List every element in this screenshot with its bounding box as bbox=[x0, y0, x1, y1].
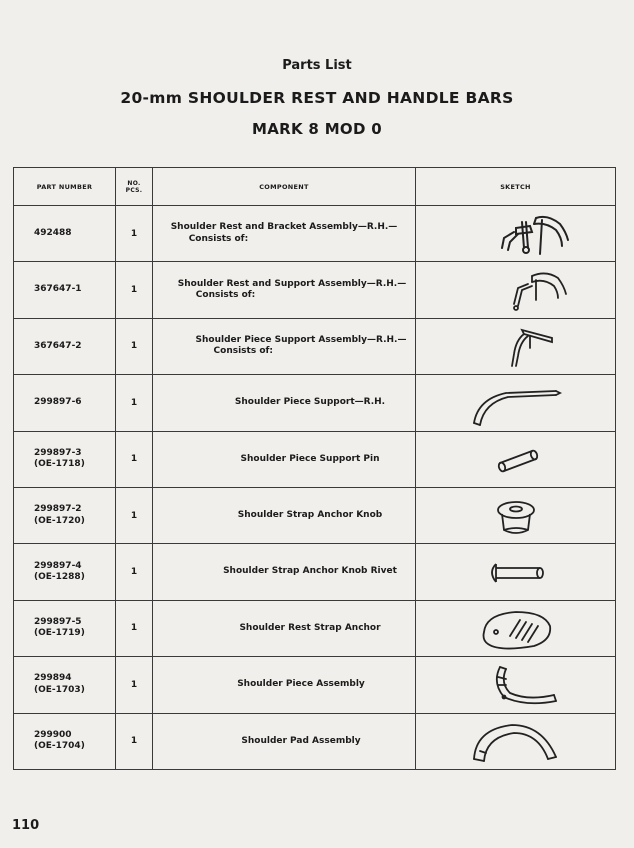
table-row bbox=[14, 544, 616, 600]
component-name: Shoulder Piece Support Pin bbox=[240, 453, 380, 464]
table-row bbox=[14, 318, 616, 374]
alternate-part-number: (OE-1719) bbox=[34, 628, 85, 639]
parts-table bbox=[13, 167, 616, 770]
sketch-cell bbox=[416, 431, 616, 487]
anchor-knob-sketch bbox=[456, 490, 576, 542]
strap-anchor-sketch bbox=[456, 602, 576, 654]
quantity: 1 bbox=[116, 431, 153, 487]
header-no-pcs bbox=[116, 168, 153, 206]
shoulder-piece-support-sketch bbox=[456, 377, 576, 429]
model-designation: MARK 8 MOD 0 bbox=[252, 120, 382, 138]
quantity: 1 bbox=[116, 206, 153, 262]
table-row bbox=[14, 375, 616, 431]
document-title: 20-mm SHOULDER REST AND HANDLE BARS bbox=[120, 89, 514, 107]
component-name: Shoulder Piece Support Assembly—R.H.— bbox=[195, 334, 407, 345]
quantity: 1 bbox=[116, 544, 153, 600]
header-no-pcs-line1: NO. bbox=[127, 179, 141, 187]
component-cell bbox=[153, 657, 416, 713]
quantity: 1 bbox=[116, 318, 153, 374]
component-name: Shoulder Rest Strap Anchor bbox=[239, 622, 381, 633]
sketch-cell bbox=[416, 206, 616, 262]
part-number: 299894 bbox=[34, 673, 72, 684]
component-cell bbox=[153, 600, 416, 656]
quantity: 1 bbox=[116, 262, 153, 318]
part-number: 299897-6 bbox=[34, 397, 82, 408]
shoulder-pad-assembly-sketch bbox=[456, 715, 576, 767]
table-row bbox=[14, 206, 616, 262]
sketch-cell bbox=[416, 657, 616, 713]
header-no-pcs-line2: PCS. bbox=[125, 186, 143, 194]
part-number-cell bbox=[14, 544, 116, 600]
sketch-cell bbox=[416, 318, 616, 374]
consists-of-label: Consists of: bbox=[195, 290, 256, 301]
quantity: 1 bbox=[116, 375, 153, 431]
part-number: 299900 bbox=[34, 729, 72, 740]
component-cell bbox=[153, 713, 416, 769]
part-number: 492488 bbox=[34, 227, 72, 238]
sketch-cell bbox=[416, 487, 616, 543]
sketch-cell bbox=[416, 544, 616, 600]
component-cell bbox=[153, 206, 416, 262]
part-number: 299897-5 bbox=[34, 616, 82, 627]
alternate-part-number: (OE-1288) bbox=[34, 572, 85, 583]
part-number-cell bbox=[14, 657, 116, 713]
alternate-part-number: (OE-1703) bbox=[34, 684, 85, 695]
alternate-part-number: (OE-1704) bbox=[34, 741, 85, 752]
shoulder-piece-assembly-sketch bbox=[456, 659, 576, 711]
component-name: Shoulder Rest and Bracket Assembly—R.H.— bbox=[170, 222, 398, 233]
sketch-cell bbox=[416, 713, 616, 769]
table-row bbox=[14, 431, 616, 487]
table-header-row bbox=[14, 168, 616, 206]
part-number-cell bbox=[14, 375, 116, 431]
table-row bbox=[14, 600, 616, 656]
sketch-cell bbox=[416, 262, 616, 318]
part-number-cell bbox=[14, 431, 116, 487]
quantity: 1 bbox=[116, 713, 153, 769]
component-cell bbox=[153, 375, 416, 431]
parts-list-subtitle: Parts List bbox=[282, 58, 352, 73]
part-number-cell bbox=[14, 262, 116, 318]
component-name: Shoulder Pad Assembly bbox=[241, 735, 361, 746]
header-sketch: SKETCH bbox=[416, 168, 616, 206]
quantity: 1 bbox=[116, 657, 153, 713]
consists-of-label: Consists of: bbox=[213, 346, 274, 357]
part-number: 367647-1 bbox=[34, 284, 82, 295]
header-part-number: PART NUMBER bbox=[14, 168, 116, 206]
knob-rivet-sketch bbox=[456, 546, 576, 598]
header-component: COMPONENT bbox=[153, 168, 416, 206]
part-number: 299897-2 bbox=[34, 504, 82, 515]
component-name: Shoulder Strap Anchor Knob bbox=[237, 509, 383, 520]
quantity: 1 bbox=[116, 600, 153, 656]
support-pin-sketch bbox=[456, 433, 576, 485]
table-row bbox=[14, 657, 616, 713]
component-cell bbox=[153, 318, 416, 374]
consists-of-label: Consists of: bbox=[188, 233, 249, 244]
component-name: Shoulder Piece Support—R.H. bbox=[234, 397, 386, 408]
component-cell bbox=[153, 262, 416, 318]
table-row bbox=[14, 713, 616, 769]
quantity: 1 bbox=[116, 487, 153, 543]
part-number-cell bbox=[14, 487, 116, 543]
part-number-cell bbox=[14, 318, 116, 374]
shoulder-rest-bracket-assembly-sketch bbox=[456, 208, 576, 260]
part-number: 299897-4 bbox=[34, 560, 82, 571]
part-number: 299897-3 bbox=[34, 447, 82, 458]
sketch-cell bbox=[416, 375, 616, 431]
component-name: Shoulder Piece Assembly bbox=[237, 679, 365, 690]
alternate-part-number: (OE-1720) bbox=[34, 515, 85, 526]
shoulder-rest-support-assembly-sketch bbox=[456, 264, 576, 316]
part-number: 367647-2 bbox=[34, 340, 82, 351]
shoulder-piece-support-assembly-sketch bbox=[456, 320, 576, 372]
part-number-cell bbox=[14, 600, 116, 656]
page-number: 110 bbox=[12, 818, 40, 833]
table-row bbox=[14, 262, 616, 318]
component-cell bbox=[153, 487, 416, 543]
alternate-part-number: (OE-1718) bbox=[34, 459, 85, 470]
table-row bbox=[14, 487, 616, 543]
sketch-cell bbox=[416, 600, 616, 656]
component-name: Shoulder Strap Anchor Knob Rivet bbox=[223, 566, 397, 577]
component-cell bbox=[153, 544, 416, 600]
part-number-cell bbox=[14, 713, 116, 769]
part-number-cell bbox=[14, 206, 116, 262]
component-cell bbox=[153, 431, 416, 487]
component-name: Shoulder Rest and Support Assembly—R.H.— bbox=[177, 278, 407, 289]
